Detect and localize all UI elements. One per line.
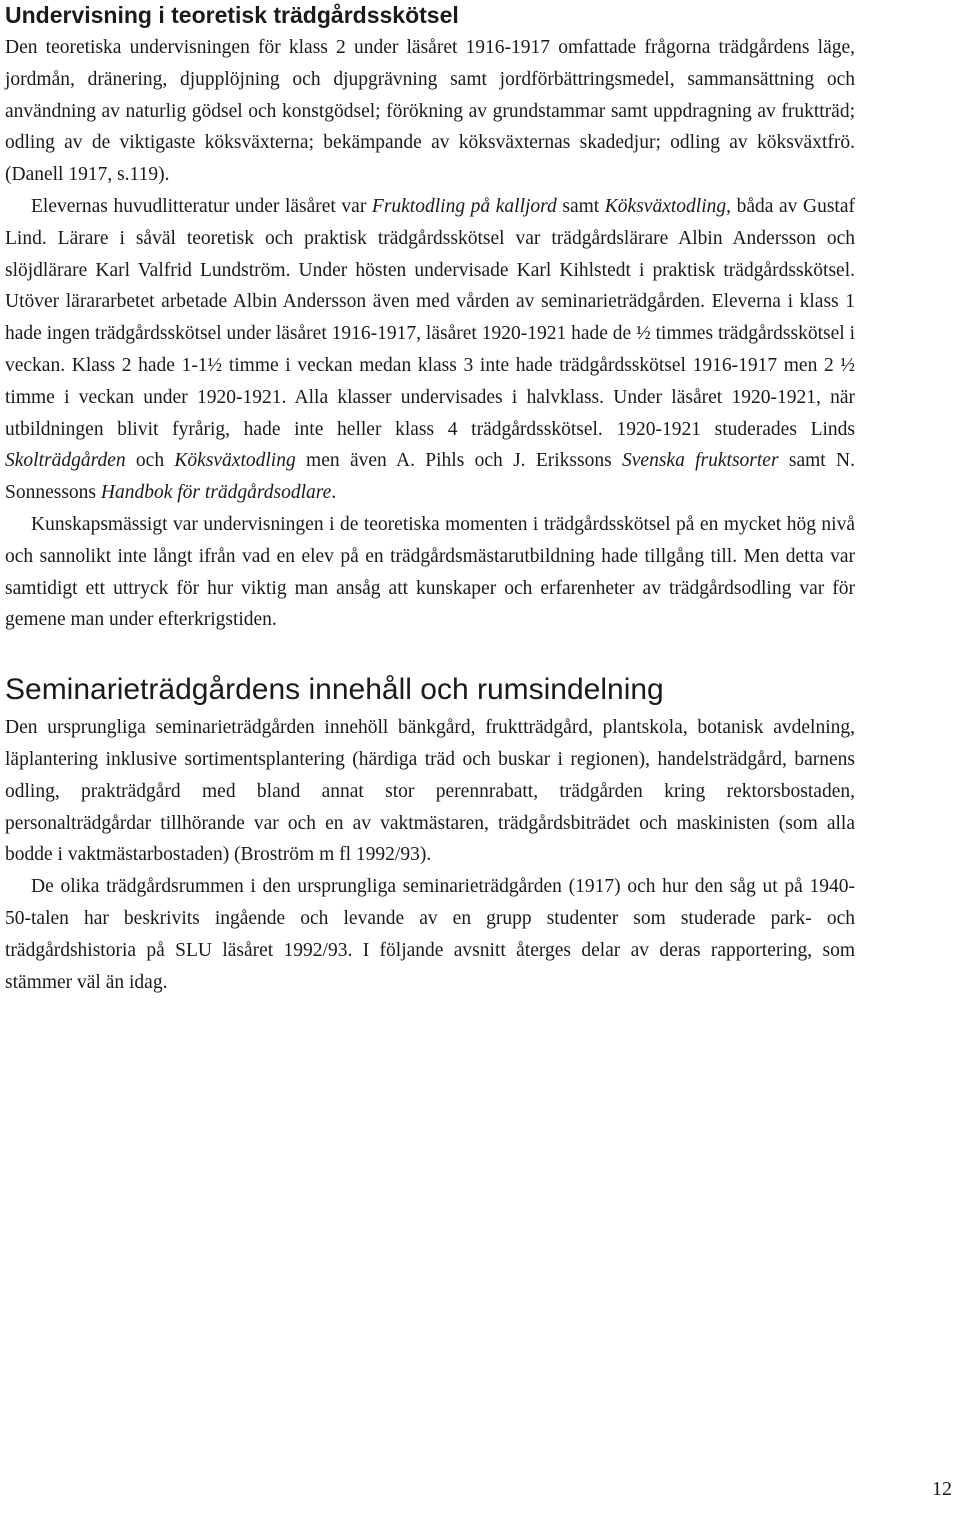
text-span: samt (556, 195, 605, 217)
book-title: Skolträdgården (5, 450, 126, 472)
section-heading-teaching: Undervisning i teoretisk trädgårdsskötsel (5, 2, 459, 28)
page-number: 12 (932, 1478, 952, 1500)
book-title: Handbok för trädgårdsodlare (100, 482, 332, 504)
book-title: Svenska fruktsorter (622, 450, 779, 472)
book-title: Fruktodling på kalljord (371, 195, 557, 217)
text-span: men även A. Pihls och J. Erikssons (295, 450, 623, 472)
paragraph-garden-contents: Den ursprungliga seminarieträdgården innehöll bänkgård, fruktträdgård, plantskola, botanisk avdelning, läplantering inklusive sortimentsplantering (härdiga träd och buskar i regionen), handelsträdgård, barnens odling, prakträdgård med bland annat stor perennrabatt, trädgården kring rektorsbostaden, personalträdgårdar tillhörande var och en av vaktmästaren, trädgårdsbiträdet och maskinisten (som alla bodde i vaktmästarbostaden) (Broström m fl 1992/93). (5, 717, 855, 866)
paragraph-knowledge: Kunskapsmässigt var undervisningen i de teoretiska momenten i trädgårdsskötsel på en mycket hög nivå och sannolikt inte långt ifrån vad en elev på en trädgårdsmästarutbildning hade tillgång till. Men detta var samtidigt ett uttryck för hur viktig man ansåg att kunskaper och erfarenheter av trädgårdsodling var för gemene man under efterkrigstiden. (5, 513, 855, 631)
text-span: , båda av Gustaf Lind. Lärare i såväl teoretisk och praktisk trädgårdsskötsel var trädgårdslärare Albin Andersson och slöjdlärare Karl Valfrid Lundström. Under hösten undervisade Karl Kihlstedt i praktisk trädgårdsskötsel. Utöver lärararbetet arbetade Albin Andersson även med vården av seminarieträdgården. Eleverna i klass 1 hade ingen trädgårdsskötsel under läsåret 1916-1917, läsåret 1920-1921 hade de ½ timmes trädgårdsskötsel i veckan. Klass 2 hade 1-1½ timme i veckan medan klass 3 inte hade trädgårdsskötsel 1916-1917 men 2 ½ timme i veckan under 1920-1921. Alla klasser undervisades i halvklass. Under läsåret 1920-1921, när utbildningen blivit fyrårig, hade inte heller klass 4 trädgårdsskötsel. 1920-1921 studerades Linds (5, 195, 855, 440)
text-span: Elevernas huvudlitteratur under läsåret var (31, 195, 372, 217)
text-span: och (125, 450, 175, 472)
book-title: Köksväxtodling (174, 450, 296, 472)
paragraph-curriculum: Den teoretiska undervisningen för klass 2 under läsåret 1916-1917 omfattade frågorna trädgårdens läge, jordmån, dränering, djupplöjning och djupgrävning samt jordförbättringsmedel, sammansättning och användning av naturlig gödsel och konstgödsel; förökning av grundstammar samt uppdragning av fruktträd; odling av de viktigaste köksväxterna; bekämpande av köksväxternas skadedjur; odling av köksväxtfrö. (Danell 1917, s.119). (5, 37, 855, 186)
section-heading-garden-content: Seminarieträdgårdens innehåll och rumsindelning (5, 673, 664, 707)
text-span: samt N. Sonnessons (5, 450, 855, 504)
paragraph-literature (5, 191, 855, 509)
book-title: Köksväxtodling (604, 195, 727, 217)
paragraph-garden-rooms: De olika trädgårdsrummen i den ursprungliga seminarieträdgården (1917) och hur den såg ut på 1940-50-talen har beskrivits ingående och levande av en grupp studenter som studerade park- och trädgårdshistoria på SLU läsåret 1992/93. I följande avsnitt återges delar av deras rapportering, som stämmer väl än idag. (5, 876, 855, 993)
text-span: . (331, 482, 337, 504)
document-page (5, 0, 855, 998)
